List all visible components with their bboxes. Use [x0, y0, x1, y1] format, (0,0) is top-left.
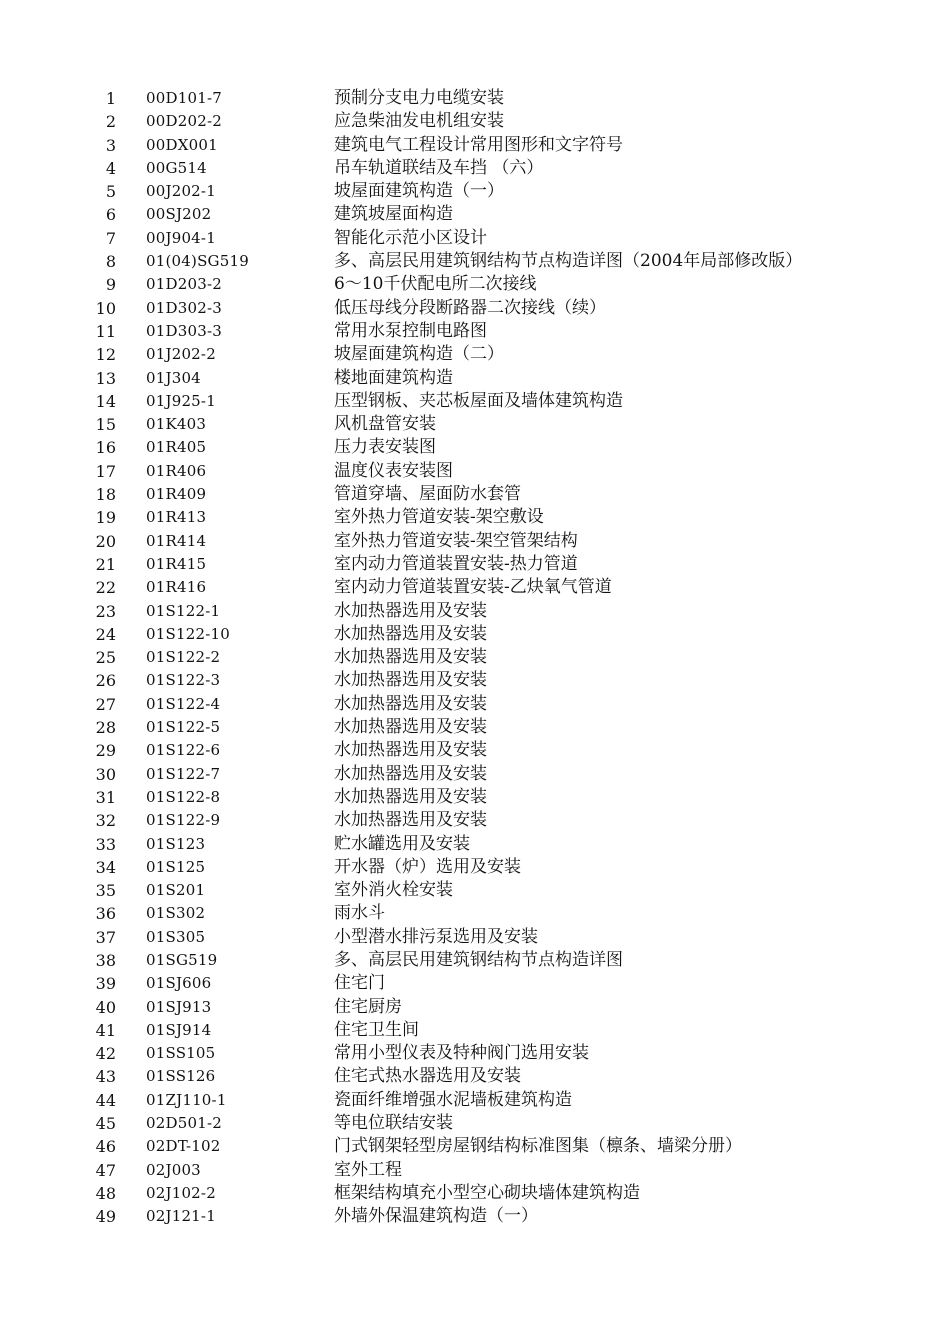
- item-code: 01S122-9: [146, 811, 221, 830]
- item-title: 压型钢板、夹芯板屋面及墙体建筑构造: [334, 390, 623, 411]
- item-number: 32: [95, 811, 116, 831]
- item-number: 22: [95, 578, 116, 598]
- list-item: [0, 110, 950, 133]
- item-title: 6～10千伏配电所二次接线: [334, 274, 537, 295]
- list-item: [0, 1205, 950, 1228]
- item-code: 01S122-6: [146, 741, 221, 760]
- list-item: [0, 1112, 950, 1135]
- item-number: 46: [95, 1137, 116, 1157]
- list-item: [0, 203, 950, 226]
- list-item: [0, 902, 950, 925]
- list-item: [0, 1089, 950, 1112]
- list-item: [0, 227, 950, 250]
- item-code: 02J121-1: [146, 1207, 216, 1226]
- item-code: 00J904-1: [146, 228, 216, 247]
- item-title: 水加热器选用及安装: [334, 600, 487, 621]
- item-code: 01S201: [146, 881, 206, 900]
- item-code: 01R409: [146, 485, 207, 504]
- item-code: 01R405: [146, 438, 207, 457]
- item-number: 15: [95, 415, 116, 435]
- item-title: 预制分支电力电缆安装: [334, 88, 504, 108]
- item-number: 16: [95, 438, 116, 458]
- item-code: 01S122-8: [146, 787, 221, 806]
- item-title: 坡屋面建筑构造（二）: [334, 344, 504, 365]
- item-number: 43: [95, 1067, 116, 1087]
- item-number: 19: [95, 508, 116, 528]
- item-title: 等电位联结安装: [334, 1113, 453, 1134]
- item-number: 3: [105, 135, 116, 155]
- list-item: [0, 1042, 950, 1065]
- item-number: 40: [95, 997, 116, 1017]
- item-title: 小型潜水排污泵选用及安装: [334, 926, 538, 947]
- item-number: 7: [105, 228, 116, 248]
- item-number: 20: [95, 531, 116, 551]
- list-item: [0, 646, 950, 669]
- item-title: 室外热力管道安装-架空管架结构: [334, 530, 578, 551]
- item-title: 水加热器选用及安装: [334, 810, 487, 831]
- list-item: [0, 693, 950, 716]
- item-title: 坡屋面建筑构造（一）: [334, 181, 504, 202]
- item-number: 21: [95, 554, 116, 574]
- item-title: 水加热器选用及安装: [334, 623, 487, 644]
- item-number: 45: [95, 1114, 116, 1134]
- list-item: [0, 87, 950, 110]
- item-title: 住宅门: [334, 973, 385, 994]
- item-number: 4: [105, 158, 116, 178]
- item-code: 01R413: [146, 508, 207, 527]
- item-title: 水加热器选用及安装: [334, 740, 487, 761]
- item-code: 01S125: [146, 857, 206, 876]
- item-number: 10: [95, 298, 116, 318]
- item-code: 01R406: [146, 461, 207, 480]
- standard-atlas-list: [0, 87, 950, 1229]
- list-item: [0, 436, 950, 459]
- list-item: [0, 576, 950, 599]
- item-number: 30: [95, 764, 116, 784]
- item-code: 01S122-3: [146, 671, 221, 690]
- item-code: 01S305: [146, 927, 206, 946]
- item-title: 住宅式热水器选用及安装: [334, 1066, 521, 1087]
- item-title: 水加热器选用及安装: [334, 786, 487, 807]
- list-item: [0, 833, 950, 856]
- list-item: [0, 949, 950, 972]
- item-number: 36: [95, 904, 116, 924]
- item-number: 11: [95, 321, 116, 341]
- list-item: [0, 483, 950, 506]
- item-title: 智能化示范小区设计: [334, 227, 487, 248]
- item-title: 门式钢架轻型房屋钢结构标准图集（檩条、墙梁分册）: [334, 1136, 742, 1157]
- list-item: [0, 553, 950, 576]
- item-number: 35: [95, 881, 116, 901]
- item-code: 01(04)SG519: [146, 252, 249, 271]
- list-item: [0, 879, 950, 902]
- item-code: 00D202-2: [146, 112, 222, 131]
- item-number: 17: [95, 461, 116, 481]
- list-item: [0, 180, 950, 203]
- list-item: [0, 157, 950, 180]
- item-number: 25: [95, 648, 116, 668]
- item-number: 49: [95, 1207, 116, 1227]
- item-number: 24: [95, 624, 116, 644]
- item-number: 31: [95, 787, 116, 807]
- item-title: 室内动力管道装置安装-热力管道: [334, 553, 578, 574]
- item-code: 02D501-2: [146, 1114, 222, 1133]
- item-code: 01J304: [146, 368, 201, 387]
- item-code: 01SS126: [146, 1067, 216, 1086]
- list-item: [0, 1019, 950, 1042]
- list-item: [0, 972, 950, 995]
- item-code: 01J925-1: [146, 391, 216, 410]
- item-code: 00G514: [146, 158, 207, 177]
- list-item: [0, 367, 950, 390]
- list-item: [0, 273, 950, 296]
- item-code: 01SS105: [146, 1044, 216, 1063]
- item-title: 水加热器选用及安装: [334, 670, 487, 691]
- item-title: 住宅厨房: [334, 996, 402, 1017]
- item-code: 00J202-1: [146, 182, 216, 201]
- item-code: 01K403: [146, 415, 207, 434]
- item-title: 住宅卫生间: [334, 1019, 419, 1040]
- item-number: 47: [95, 1160, 116, 1180]
- item-number: 42: [95, 1044, 116, 1064]
- item-code: 01S122-5: [146, 718, 221, 737]
- list-item: [0, 530, 950, 553]
- item-code: 01S122-10: [146, 624, 230, 643]
- list-item: [0, 739, 950, 762]
- item-code: 01S122-4: [146, 694, 221, 713]
- item-code: 01S123: [146, 834, 206, 853]
- item-code: 02J003: [146, 1160, 201, 1179]
- list-item: [0, 786, 950, 809]
- item-code: 01R416: [146, 578, 207, 597]
- item-code: 02J102-2: [146, 1183, 216, 1202]
- item-code: 01SG519: [146, 950, 218, 969]
- item-number: 29: [95, 741, 116, 761]
- list-item: [0, 809, 950, 832]
- item-number: 12: [95, 345, 116, 365]
- item-title: 常用小型仪表及特种阀门选用安装: [334, 1043, 589, 1064]
- item-code: 00D101-7: [146, 89, 222, 107]
- item-number: 8: [105, 252, 116, 272]
- item-code: 00SJ202: [146, 205, 212, 224]
- item-title: 贮水罐选用及安装: [334, 833, 470, 854]
- item-title: 楼地面建筑构造: [334, 367, 453, 388]
- item-title: 外墙外保温建筑构造（一）: [334, 1206, 538, 1227]
- item-code: 01S302: [146, 904, 206, 923]
- item-number: 18: [95, 485, 116, 505]
- item-number: 6: [105, 205, 116, 225]
- item-code: 01R414: [146, 531, 207, 550]
- item-title: 水加热器选用及安装: [334, 693, 487, 714]
- item-code: 01S122-7: [146, 764, 221, 783]
- list-item: [0, 600, 950, 623]
- list-item: [0, 297, 950, 320]
- item-title: 框架结构填充小型空心砌块墙体建筑构造: [334, 1182, 640, 1203]
- item-code: 01SJ914: [146, 1020, 212, 1039]
- item-title: 水加热器选用及安装: [334, 647, 487, 668]
- item-title: 多、高层民用建筑钢结构节点构造详图: [334, 949, 623, 970]
- item-code: 01SJ913: [146, 997, 212, 1016]
- item-title: 瓷面纤维增强水泥墙板建筑构造: [334, 1089, 572, 1110]
- item-code: 01D303-3: [146, 321, 222, 340]
- item-title: 多、高层民用建筑钢结构节点构造详图（2004年局部修改版）: [334, 251, 803, 272]
- item-title: 常用水泵控制电路图: [334, 320, 487, 341]
- item-number: 14: [95, 391, 116, 411]
- item-title: 应急柴油发电机组安装: [334, 111, 504, 132]
- list-item: [0, 320, 950, 343]
- item-code: 01D203-2: [146, 275, 222, 294]
- item-code: 01S122-2: [146, 648, 221, 667]
- item-title: 室外热力管道安装-架空敷设: [334, 507, 544, 528]
- list-item: [0, 250, 950, 273]
- item-number: 1: [105, 89, 116, 108]
- item-title: 吊车轨道联结及车挡 （六）: [334, 157, 544, 178]
- item-title: 建筑坡屋面构造: [334, 204, 453, 225]
- item-number: 41: [95, 1020, 116, 1040]
- list-item: [0, 1159, 950, 1182]
- list-item: [0, 996, 950, 1019]
- item-number: 37: [95, 927, 116, 947]
- item-code: 02DT-102: [146, 1137, 221, 1156]
- item-title: 水加热器选用及安装: [334, 763, 487, 784]
- list-item: [0, 506, 950, 529]
- item-number: 34: [95, 857, 116, 877]
- item-title: 室外消火栓安装: [334, 880, 453, 901]
- list-item: [0, 343, 950, 366]
- list-item: [0, 460, 950, 483]
- item-title: 雨水斗: [334, 903, 385, 924]
- list-item: [0, 134, 950, 157]
- item-number: 28: [95, 718, 116, 738]
- list-item: [0, 716, 950, 739]
- item-code: 01SJ606: [146, 974, 212, 993]
- list-item: [0, 926, 950, 949]
- item-number: 39: [95, 974, 116, 994]
- item-number: 26: [95, 671, 116, 691]
- item-title: 压力表安装图: [334, 437, 436, 458]
- item-number: 13: [95, 368, 116, 388]
- item-title: 低压母线分段断路器二次接线（续）: [334, 297, 606, 318]
- item-title: 室内动力管道装置安装-乙炔氧气管道: [334, 577, 612, 598]
- item-title: 开水器（炉）选用及安装: [334, 856, 521, 877]
- item-title: 水加热器选用及安装: [334, 717, 487, 738]
- item-number: 2: [105, 112, 116, 132]
- list-item: [0, 1065, 950, 1088]
- item-number: 27: [95, 694, 116, 714]
- item-number: 5: [105, 182, 116, 202]
- list-item: [0, 413, 950, 436]
- list-item: [0, 623, 950, 646]
- item-code: 01ZJ110-1: [146, 1090, 227, 1109]
- item-code: 01D302-3: [146, 298, 222, 317]
- list-item: [0, 669, 950, 692]
- item-code: 00DX001: [146, 135, 218, 154]
- item-title: 建筑电气工程设计常用图形和文字符号: [334, 134, 623, 155]
- item-number: 23: [95, 601, 116, 621]
- list-item: [0, 763, 950, 786]
- item-number: 38: [95, 950, 116, 970]
- item-title: 室外工程: [334, 1159, 402, 1180]
- item-number: 9: [105, 275, 116, 295]
- item-title: 温度仪表安装图: [334, 460, 453, 481]
- item-number: 44: [95, 1090, 116, 1110]
- list-item: [0, 1182, 950, 1205]
- item-title: 风机盘管安装: [334, 414, 436, 435]
- item-number: 48: [95, 1183, 116, 1203]
- item-number: 33: [95, 834, 116, 854]
- list-item: [0, 390, 950, 413]
- item-code: 01R415: [146, 554, 207, 573]
- item-title: 管道穿墙、屋面防水套管: [334, 484, 521, 505]
- list-item: [0, 1135, 950, 1158]
- list-item: [0, 856, 950, 879]
- item-code: 01J202-2: [146, 345, 216, 364]
- item-code: 01S122-1: [146, 601, 221, 620]
